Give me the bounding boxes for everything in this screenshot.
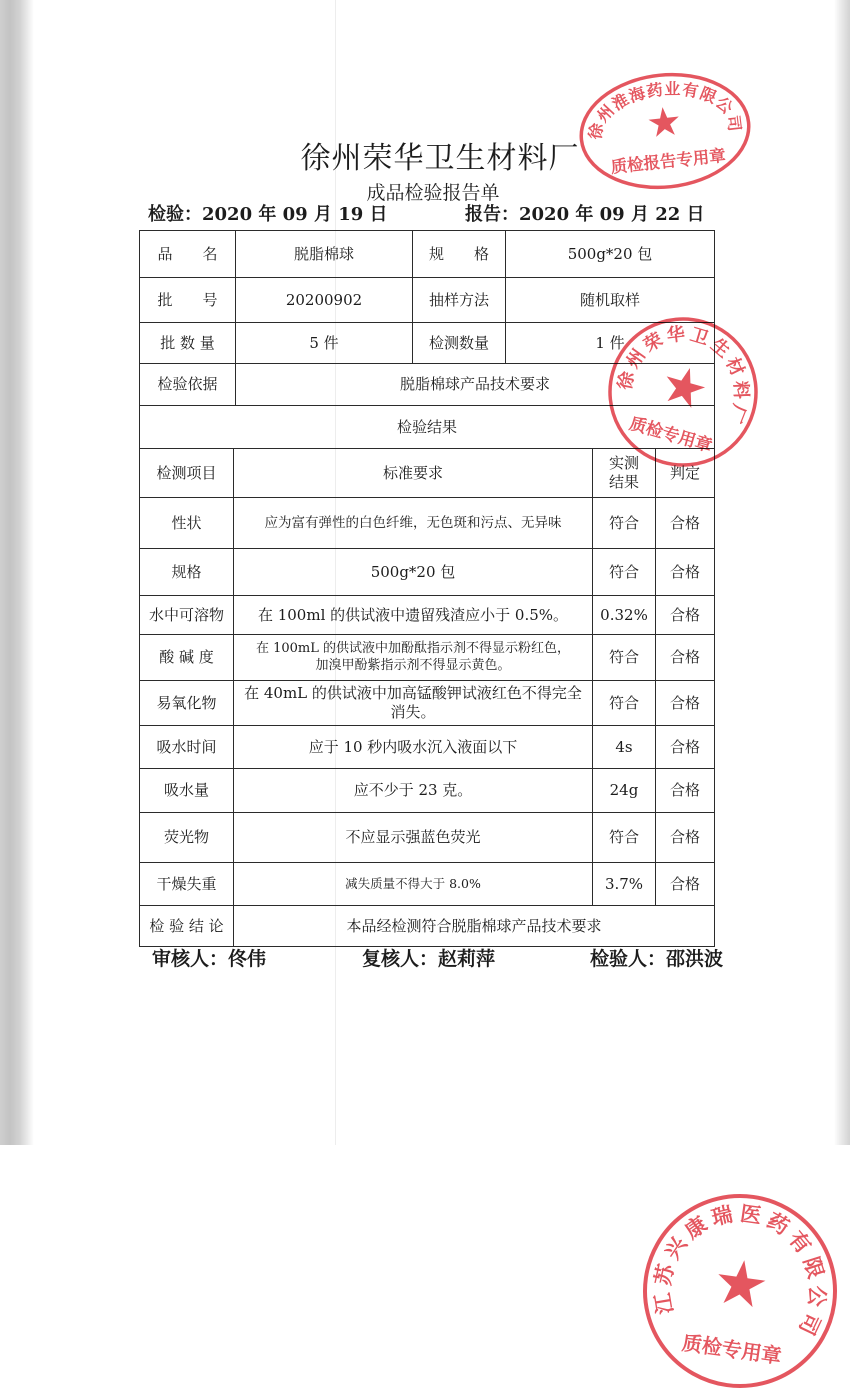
test-item-name: 荧光物 bbox=[140, 813, 234, 863]
company-title: 徐州荣华卫生材料厂 bbox=[300, 141, 580, 176]
spec-label: 规 格 bbox=[413, 231, 506, 278]
report-date: 报告：2020 年 09 月 22 日 bbox=[465, 204, 705, 225]
scan-edge-right bbox=[834, 0, 850, 1145]
test-verdict: 合格 bbox=[656, 498, 715, 549]
test-quantity-label: 检测数量 bbox=[413, 323, 506, 364]
test-item-name: 吸水量 bbox=[140, 769, 234, 813]
reviewer-signature: 审核人：佟伟 bbox=[152, 948, 267, 970]
test-verdict: 合格 bbox=[656, 681, 715, 726]
scan-edge-left bbox=[0, 0, 34, 1145]
stamp-xingkangrui-ring bbox=[633, 1184, 848, 1399]
test-row bbox=[140, 635, 715, 681]
star-icon bbox=[714, 1257, 767, 1308]
test-standard-line: 应不少于 23 克。 bbox=[353, 781, 473, 800]
stamp-xingkangrui-center-text: 质检专用章 bbox=[680, 1330, 783, 1369]
test-standard bbox=[234, 635, 593, 681]
test-row bbox=[140, 498, 715, 549]
test-measured-value: 符合 bbox=[593, 549, 656, 596]
conclusion-label: 检 验 结 论 bbox=[140, 906, 234, 947]
test-measured-value: 3.7% bbox=[593, 863, 656, 906]
test-row bbox=[140, 549, 715, 596]
test-verdict: 合格 bbox=[656, 726, 715, 769]
test-row bbox=[140, 726, 715, 769]
test-verdict: 合格 bbox=[656, 769, 715, 813]
inspection-date: 检验：2020 年 09 月 19 日 bbox=[148, 204, 388, 225]
conclusion-value: 本品经检测符合脱脂棉球产品技术要求 bbox=[234, 906, 715, 947]
inspection-basis-value: 脱脂棉球产品技术要求 bbox=[236, 364, 715, 406]
test-standard bbox=[234, 596, 593, 635]
test-standard bbox=[234, 549, 593, 596]
test-standard bbox=[234, 498, 593, 549]
test-standard-line: 500g*20 包 bbox=[370, 562, 456, 581]
test-row bbox=[140, 596, 715, 635]
test-standard-line: 应为富有弹性的白色纤维，无色斑和污点、无异味 bbox=[264, 514, 562, 531]
test-measured-value: 符合 bbox=[593, 635, 656, 681]
results-heading-row bbox=[140, 406, 715, 449]
test-item-name: 规格 bbox=[140, 549, 234, 596]
info-row-batch bbox=[140, 278, 715, 323]
test-verdict: 合格 bbox=[656, 635, 715, 681]
inspector-signature: 检验人：邵洪波 bbox=[590, 948, 724, 970]
spec-value: 500g*20 包 bbox=[506, 231, 715, 278]
test-standard bbox=[234, 769, 593, 813]
test-row bbox=[140, 769, 715, 813]
col-header-measured-line: 结果 bbox=[608, 473, 639, 491]
info-row-product bbox=[140, 231, 715, 278]
col-header-item: 检测项目 bbox=[140, 449, 234, 498]
test-measured-value: 符合 bbox=[593, 813, 656, 863]
test-item-name: 易氧化物 bbox=[140, 681, 234, 726]
test-standard bbox=[234, 813, 593, 863]
stamp-huaihai-arc-text: 徐州淮海药业有限公司 bbox=[585, 79, 745, 141]
test-verdict: 合格 bbox=[656, 813, 715, 863]
stamp-ronghua-center-text: 质检专用章 bbox=[626, 413, 715, 457]
results-heading: 检验结果 bbox=[140, 406, 715, 449]
test-measured-value: 符合 bbox=[593, 498, 656, 549]
test-measured-value: 24g bbox=[593, 769, 656, 813]
col-header-measured bbox=[593, 449, 656, 498]
test-row bbox=[140, 681, 715, 726]
test-verdict: 合格 bbox=[656, 549, 715, 596]
batch-number-label: 批 号 bbox=[140, 278, 236, 323]
product-name-label: 品 名 bbox=[140, 231, 236, 278]
stamp-xingkangrui-arc bbox=[646, 1190, 841, 1339]
test-item-name: 水中可溶物 bbox=[140, 596, 234, 635]
inspection-basis-label: 检验依据 bbox=[140, 364, 236, 406]
conclusion-row bbox=[140, 906, 715, 947]
test-item-name: 酸 碱 度 bbox=[140, 635, 234, 681]
col-header-standard: 标准要求 bbox=[234, 449, 593, 498]
test-verdict: 合格 bbox=[656, 596, 715, 635]
test-standard-line: 加溴甲酚紫指示剂不得显示黄色。 bbox=[315, 657, 511, 673]
test-standard bbox=[234, 863, 593, 906]
test-standard-line: 在 100ml 的供试液中遗留残渣应小于 0.5%。 bbox=[257, 605, 569, 624]
batch-number-value: 20200902 bbox=[236, 278, 413, 323]
results-header-row bbox=[140, 449, 715, 498]
sampling-method-value: 随机取样 bbox=[506, 278, 715, 323]
product-info-table bbox=[139, 230, 715, 449]
col-header-verdict: 判定 bbox=[656, 449, 715, 498]
test-standard-line: 减失质量不得大于 8.0% bbox=[345, 876, 481, 892]
test-measured-value: 符合 bbox=[593, 681, 656, 726]
test-measured-value: 0.32% bbox=[593, 596, 656, 635]
batch-quantity-value: 5 件 bbox=[236, 323, 413, 364]
sampling-method-label: 抽样方法 bbox=[413, 278, 506, 323]
test-item-name: 干燥失重 bbox=[140, 863, 234, 906]
report-subtitle: 成品检验报告单 bbox=[366, 182, 500, 204]
test-standard-line: 消失。 bbox=[390, 703, 436, 721]
test-quantity-value: 1 件 bbox=[506, 323, 715, 364]
test-standard-line: 在 100mL 的供试液中加酚酞指示剂不得显示粉红色， bbox=[255, 640, 571, 656]
test-standard-line: 不应显示强蓝色荧光 bbox=[345, 828, 481, 847]
test-item-name: 吸水时间 bbox=[140, 726, 234, 769]
test-standard-line: 在 40mL 的供试液中加高锰酸钾试液红色不得完全 bbox=[244, 683, 582, 702]
stamp-ronghua-arc-text: 徐州荣华卫生材料厂 bbox=[614, 323, 752, 426]
info-row-quantity bbox=[140, 323, 715, 364]
stamp-xingkangrui-arc-text: 江苏兴康瑞医药有限公司 bbox=[650, 1201, 830, 1339]
test-results-table bbox=[139, 448, 715, 947]
stamp-xingkangrui bbox=[633, 1184, 848, 1399]
test-row bbox=[140, 813, 715, 863]
stamp-huaihai-center-text: 质检报告专用章 bbox=[609, 145, 727, 177]
batch-quantity-label: 批 数 量 bbox=[140, 323, 236, 364]
test-standard bbox=[234, 726, 593, 769]
test-standard-line: 应于 10 秒内吸水沉入液面以下 bbox=[308, 737, 518, 756]
test-measured-value: 4s bbox=[593, 726, 656, 769]
checker-signature: 复核人：赵莉萍 bbox=[362, 948, 496, 970]
col-header-measured-line: 实测 bbox=[608, 454, 639, 473]
info-row-basis bbox=[140, 364, 715, 406]
test-standard bbox=[234, 681, 593, 726]
test-item-name: 性状 bbox=[140, 498, 234, 549]
test-verdict: 合格 bbox=[656, 863, 715, 906]
product-name-value: 脱脂棉球 bbox=[236, 231, 413, 278]
test-row bbox=[140, 863, 715, 906]
